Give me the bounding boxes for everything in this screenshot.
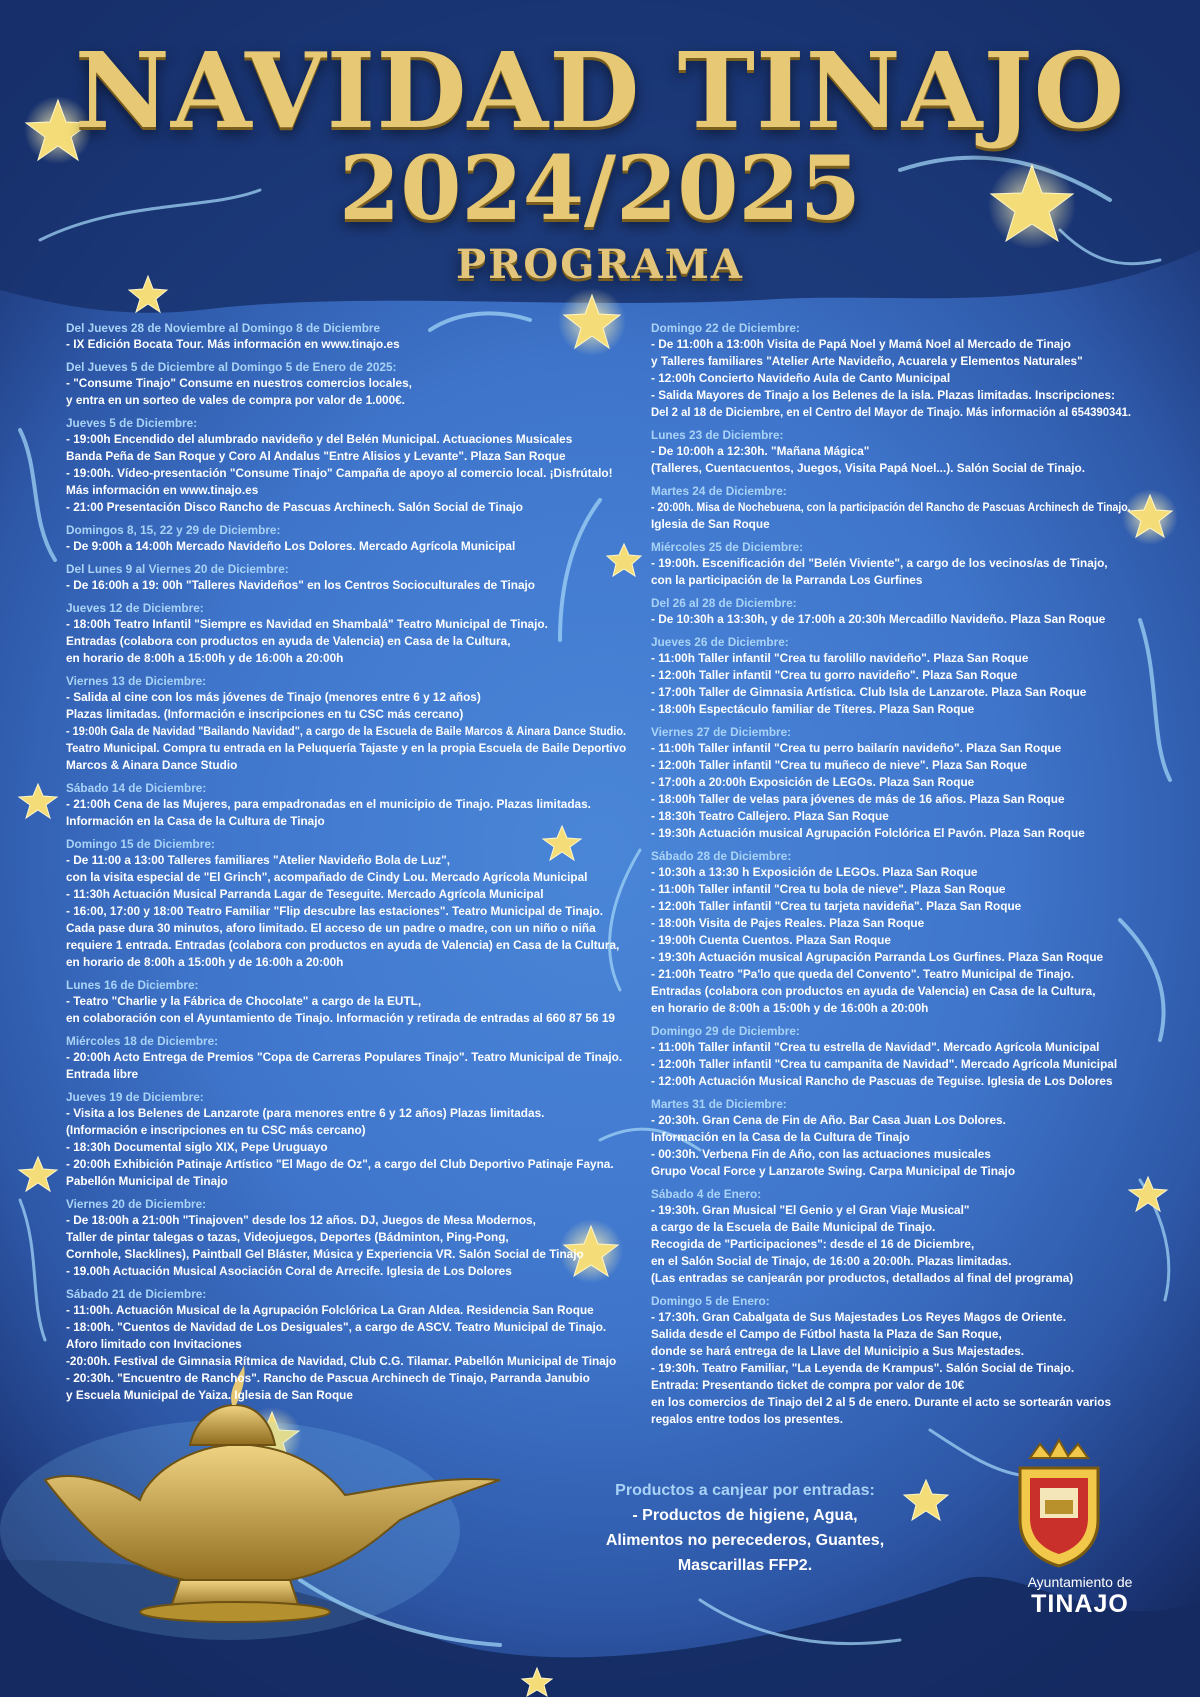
event-line: y Talleres familiares "Atelier Arte Navideño, Acuarela y Elementos Naturales" bbox=[651, 354, 1083, 368]
event-line: - 19:00h. Escenificación del "Belén Viviente", a cargo de los vecinos/as de Tinajo, bbox=[651, 556, 1108, 570]
event-section bbox=[66, 673, 626, 774]
section-heading: Lunes 23 de Diciembre: bbox=[651, 428, 784, 442]
event-section bbox=[651, 320, 1131, 421]
event-section bbox=[66, 320, 626, 353]
event-section bbox=[66, 522, 626, 555]
event-line: con la participación de la Parranda Los Gurfines bbox=[651, 573, 923, 587]
event-line: Aforo limitado con Invitaciones bbox=[66, 1337, 242, 1351]
event-line: - Teatro "Charlie y la Fábrica de Chocolate" a cargo de la EUTL, bbox=[66, 994, 422, 1008]
event-section bbox=[66, 1286, 626, 1404]
event-line: Cornhole, Slacklines), Paintball Gel Bláster, Música y Experiencia VR. Salón Social de Tinajo bbox=[66, 1247, 584, 1261]
event-line: Grupo Vocal Force y Lanzarote Swing. Carpa Municipal de Tinajo bbox=[651, 1164, 1016, 1178]
event-section bbox=[66, 359, 626, 409]
section-heading: Viernes 27 de Diciembre: bbox=[651, 725, 792, 739]
event-line: - De 9:00h a 14:00h Mercado Navideño Los Dolores. Mercado Agrícola Municipal bbox=[66, 539, 516, 553]
event-line: - 12:00h Concierto Navideño Aula de Canto Municipal bbox=[651, 371, 951, 385]
event-section bbox=[651, 634, 1131, 718]
products-line: Mascarillas FFP2. bbox=[677, 1557, 813, 1574]
star-icon bbox=[19, 1157, 57, 1191]
products-line: Alimentos no perecederos, Guantes, bbox=[605, 1532, 885, 1549]
event-line: en los comercios de Tinajo del 2 al 5 de enero. Durante el acto se sortearán varios bbox=[651, 1395, 1112, 1409]
event-line: - 20:30h. Gran Cena de Fin de Año. Bar Casa Juan Los Dolores. bbox=[651, 1113, 1006, 1127]
event-line: - 18:00h. "Cuentos de Navidad de Los Desiguales", a cargo de ASCV. Teatro Municipal de Tinajo. bbox=[66, 1320, 607, 1334]
event-section bbox=[651, 595, 1131, 628]
event-line: Cada pase dura 30 minutos, aforo limitado. El acceso de un padre o madre, con un niño o niña bbox=[66, 921, 596, 935]
event-section bbox=[651, 483, 1131, 533]
event-line: - 18:30h Teatro Callejero. Plaza San Roque bbox=[651, 809, 889, 823]
event-line: Marcos & Ainara Dance Studio bbox=[66, 758, 238, 772]
event-line: en horario de 8:00h a 15:00h y de 16:00h a 20:00h bbox=[66, 955, 344, 969]
event-line: Banda Peña de San Roque y Coro Al Andalus "Entre Alisios y Levante". Plaza San Roque bbox=[66, 449, 566, 463]
section-heading: Jueves 12 de Diciembre: bbox=[66, 601, 204, 615]
section-heading: Miércoles 25 de Diciembre: bbox=[651, 540, 804, 554]
event-line: - De 10:30h a 13:30h, y de 17:00h a 20:30h Mercadillo Navideño. Plaza San Roque bbox=[651, 612, 1106, 626]
event-line: en el Salón Social de Tinajo, de 16:00 a 20:00h. Plazas limitadas. bbox=[651, 1254, 1012, 1268]
section-heading: Domingo 15 de Diciembre: bbox=[66, 837, 215, 851]
event-line: Salida desde el Campo de Fútbol hasta la Plaza de San Roque, bbox=[651, 1327, 1002, 1341]
event-line: - Salida Mayores de Tinajo a los Belenes de la isla. Plazas limitadas. Inscripciones: bbox=[651, 388, 1115, 402]
event-line: Más información en www.tinajo.es bbox=[66, 483, 259, 497]
event-line: - 18:00h Teatro Infantil "Siempre es Navidad en Shambalá" Teatro Municipal de Tinajo. bbox=[66, 617, 548, 631]
event-line: - 11:00h Taller infantil "Crea tu estrella de Navidad". Mercado Agrícola Municipal bbox=[651, 1040, 1100, 1054]
event-line: - 11:00h Taller infantil "Crea tu bola de nieve". Plaza San Roque bbox=[651, 882, 1006, 896]
event-line: - 20:00h Exhibición Patinaje Artístico "El Mago de Oz", a cargo del Club Deportivo Patinaje Fayna. bbox=[66, 1157, 614, 1171]
section-heading: Martes 31 de Diciembre: bbox=[651, 1097, 787, 1111]
event-section bbox=[66, 1196, 626, 1280]
event-section bbox=[651, 1096, 1131, 1180]
event-line: - 11:00h Taller infantil "Crea tu perro bailarín navideño". Plaza San Roque bbox=[651, 741, 1062, 755]
event-line: - 19:30h Actuación musical Agrupación Parranda Los Gurfines. Plaza San Roque bbox=[651, 950, 1104, 964]
event-line: - 19:00h. Vídeo-presentación "Consume Tinajo" Campaña de apoyo al comercio local. ¡Disfrútalo! bbox=[66, 466, 613, 480]
event-line: - 19:00h Gala de Navidad "Bailando Navidad", a cargo de la Escuela de Baile Marcos & Ainara Dance Studio. bbox=[66, 724, 627, 738]
event-line: - 18:00h Visita de Pajes Reales. Plaza San Roque bbox=[651, 916, 925, 930]
event-line: Entradas (colabora con productos en ayuda de Valencia) en Casa de la Cultura, bbox=[651, 984, 1096, 998]
event-line: y Escuela Municipal de Yaiza. Iglesia de San Roque bbox=[66, 1388, 353, 1402]
event-line: - 12:00h Taller infantil "Crea tu gorro navideño". Plaza San Roque bbox=[651, 668, 1018, 682]
event-line: - 21:00h Teatro "Pa'lo que queda del Convento". Teatro Municipal de Tinajo. bbox=[651, 967, 1075, 981]
event-line: - 12:00h Taller infantil "Crea tu tarjeta navideña". Plaza San Roque bbox=[651, 899, 1022, 913]
section-heading: Jueves 19 de Diciembre: bbox=[66, 1090, 204, 1104]
event-line: Teatro Municipal. Compra tu entrada en la Peluquería Tajaste y en la propia Escuela de Baile Deportivo bbox=[66, 741, 627, 755]
event-line: -20:00h. Festival de Gimnasia Rítmica de Navidad, Club C.G. Tilamar. Pabellón Municipal de Tinajo bbox=[66, 1354, 617, 1368]
event-line: - 20:00h. Misa de Nochebuena, con la participación del Rancho de Pascuas Archinech de Tinajo. bbox=[651, 500, 1131, 514]
event-line: - 19:30h Actuación musical Agrupación Folclórica El Pavón. Plaza San Roque bbox=[651, 826, 1085, 840]
event-line: Entrada: Presentando ticket de compra por valor de 10€ bbox=[651, 1378, 965, 1392]
event-line: - 17:00h Taller de Gimnasia Artística. Club Isla de Lanzarote. Plaza San Roque bbox=[651, 685, 1087, 699]
event-line: - 19.00h Actuación Musical Asociación Coral de Arrecife. Iglesia de Los Dolores bbox=[66, 1264, 512, 1278]
event-line: - 17:30h. Gran Cabalgata de Sus Majestades Los Reyes Magos de Oriente. bbox=[651, 1310, 1066, 1324]
event-section bbox=[66, 1089, 626, 1190]
section-heading: Sábado 21 de Diciembre: bbox=[66, 1287, 207, 1301]
event-line: y entra en un sorteo de vales de compra por valor de 1.000€. bbox=[66, 393, 405, 407]
event-line: en horario de 8:00h a 15:00h y de 16:00h a 20:00h bbox=[651, 1001, 929, 1015]
section-heading: Martes 24 de Diciembre: bbox=[651, 484, 787, 498]
event-line: Iglesia de San Roque bbox=[651, 517, 770, 531]
event-line: - "Consume Tinajo" Consume en nuestros comercios locales, bbox=[66, 376, 412, 390]
event-section bbox=[651, 539, 1131, 589]
event-line: regalos entre todos los presentes. bbox=[651, 1412, 844, 1426]
section-heading: Jueves 5 de Diciembre: bbox=[66, 416, 198, 430]
event-line: - De 11:00h a 13:00h Visita de Papá Noel y Mamá Noel al Mercado de Tinajo bbox=[651, 337, 1071, 351]
event-section bbox=[66, 1033, 626, 1083]
section-heading: Domingo 22 de Diciembre: bbox=[651, 321, 800, 335]
event-section bbox=[66, 977, 626, 1027]
star-icon bbox=[19, 784, 57, 818]
event-line: - 11:30h Actuación Musical Parranda Lagar de Teseguite. Mercado Agrícola Municipal bbox=[66, 887, 544, 901]
logo-line1: Ayuntamiento de bbox=[1027, 1574, 1133, 1590]
event-line: - 19:00h Cuenta Cuentos. Plaza San Roque bbox=[651, 933, 891, 947]
event-section bbox=[651, 1023, 1131, 1090]
event-line: - 18:00h Taller de velas para jóvenes de más de 16 años. Plaza San Roque bbox=[651, 792, 1065, 806]
event-section bbox=[66, 836, 626, 971]
event-line: (Las entradas se canjearán por productos, detallados al final del programa) bbox=[651, 1271, 1074, 1285]
section-heading: Domingo 29 de Diciembre: bbox=[651, 1024, 800, 1038]
event-line: Información en la Casa de la Cultura de Tinajo bbox=[66, 814, 325, 828]
subtitle: PROGRAMA bbox=[456, 241, 744, 288]
event-section bbox=[651, 848, 1131, 1017]
event-line: - 10:30h a 13:30 h Exposición de LEGOs. Plaza San Roque bbox=[651, 865, 978, 879]
event-line: - 12:00h Taller infantil "Crea tu muñeco de nieve". Plaza San Roque bbox=[651, 758, 1028, 772]
event-line: - 00:30h. Verbena Fin de Año, con las actuaciones musicales bbox=[651, 1147, 991, 1161]
section-heading: Jueves 26 de Diciembre: bbox=[651, 635, 789, 649]
event-line: - 11:00h. Actuación Musical de la Agrupación Folclórica La Gran Aldea. Residencia San Roque bbox=[66, 1303, 594, 1317]
event-section bbox=[66, 780, 626, 830]
event-line: - De 10:00h a 12:30h. "Mañana Mágica" bbox=[651, 444, 870, 458]
event-line: - 12:00h Actuación Musical Rancho de Pascuas de Teguise. Iglesia de Los Dolores bbox=[651, 1074, 1113, 1088]
event-section bbox=[66, 415, 626, 516]
event-section bbox=[651, 1186, 1131, 1287]
products-heading: Productos a canjear por entradas: bbox=[615, 1482, 875, 1499]
event-line: - 20:00h Acto Entrega de Premios "Copa de Carreras Populares Tinajo". Teatro Municipal de Tinajo. bbox=[66, 1050, 623, 1064]
event-section bbox=[651, 1293, 1131, 1428]
event-line: - 12:00h Taller infantil "Crea tu campanita de Navidad". Mercado Agrícola Municipal bbox=[651, 1057, 1118, 1071]
event-line: - 19:00h Encendido del alumbrado navideño y del Belén Municipal. Actuaciones Musicales bbox=[66, 432, 573, 446]
section-heading: Del Jueves 5 de Diciembre al Domingo 5 de Enero de 2025: bbox=[66, 360, 397, 374]
event-line: Entrada libre bbox=[66, 1067, 139, 1081]
event-line: - 18:30h Documental siglo XIX, Pepe Uruguayo bbox=[66, 1140, 328, 1154]
event-line: Del 2 al 18 de Diciembre, en el Centro del Mayor de Tinajo. Más información al 654390341. bbox=[651, 405, 1132, 419]
event-section bbox=[651, 427, 1131, 477]
star-icon bbox=[1129, 1177, 1167, 1211]
section-heading: Sábado 4 de Enero: bbox=[651, 1187, 762, 1201]
event-line: - 21:00 Presentación Disco Rancho de Pascuas Archinech. Salón Social de Tinajo bbox=[66, 500, 523, 514]
section-heading: Sábado 28 de Diciembre: bbox=[651, 849, 792, 863]
event-line: - 18:00h Espectáculo familiar de Títeres. Plaza San Roque bbox=[651, 702, 975, 716]
section-heading: Domingo 5 de Enero: bbox=[651, 1294, 770, 1308]
products-box bbox=[520, 1478, 970, 1578]
section-heading: Del 26 al 28 de Diciembre: bbox=[651, 596, 797, 610]
title-line2: 2024/2025 bbox=[339, 136, 861, 240]
event-line: con la visita especial de "El Grinch", acompañado de Cindy Lou. Mercado Agrícola Municipal bbox=[66, 870, 588, 884]
section-heading: Miércoles 18 de Diciembre: bbox=[66, 1034, 219, 1048]
section-heading: Del Lunes 9 al Viernes 20 de Diciembre: bbox=[66, 562, 289, 576]
event-line: - 17:00h a 20:00h Exposición de LEGOs. Plaza San Roque bbox=[651, 775, 975, 789]
section-heading: Viernes 20 de Diciembre: bbox=[66, 1197, 207, 1211]
products-line: - Productos de higiene, Agua, bbox=[632, 1507, 858, 1524]
event-section bbox=[66, 600, 626, 667]
event-line: - 19:30h. Gran Musical "El Genio y el Gran Viaje Musical" bbox=[651, 1203, 970, 1217]
section-heading: Domingos 8, 15, 22 y 29 de Diciembre: bbox=[66, 523, 281, 537]
event-line: - 16:00, 17:00 y 18:00 Teatro Familiar "Flip descubre las estaciones". Teatro Municipal de Tinajo. bbox=[66, 904, 603, 918]
event-line: Recogida de "Participaciones": desde el 16 de Diciembre, bbox=[651, 1237, 975, 1251]
event-line: - 21:00h Cena de las Mujeres, para empadronadas en el municipio de Tinajo. Plazas limitadas. bbox=[66, 797, 591, 811]
title-line1: NAVIDAD TINAJO bbox=[74, 29, 1126, 152]
event-line: donde se hará entrega de la Llave del Municipio a Sus Majestades. bbox=[651, 1344, 1025, 1358]
event-line: - De 16:00h a 19: 00h "Talleres Navideños" en los Centros Socioculturales de Tinajo bbox=[66, 578, 536, 592]
event-line: Información en la Casa de la Cultura de Tinajo bbox=[651, 1130, 910, 1144]
right-column bbox=[651, 320, 1131, 1434]
event-line: requiere 1 entrada. Entradas (colabora con productos en ayuda de Valencia) en Casa de la Cultura, bbox=[66, 938, 620, 952]
section-heading: Viernes 13 de Diciembre: bbox=[66, 674, 207, 688]
event-line: - 11:00h Taller infantil "Crea tu farolillo navideño". Plaza San Roque bbox=[651, 651, 1029, 665]
event-line: Plazas limitadas. (Información e inscripciones en tu CSC más cercano) bbox=[66, 707, 464, 721]
event-line: - Visita a los Belenes de Lanzarote (para menores entre 6 y 12 años) Plazas limitadas. bbox=[66, 1106, 545, 1120]
event-line: - 20:30h. "Encuentro de Ranchos". Rancho de Pascua Archinech de Tinajo, Parranda Janubio bbox=[66, 1371, 590, 1385]
section-heading: Lunes 16 de Diciembre: bbox=[66, 978, 199, 992]
event-line: - De 18:00h a 21:00h "Tinajoven" desde los 12 años. DJ, Juegos de Mesa Modernos, bbox=[66, 1213, 536, 1227]
event-line: (Información e inscripciones en tu CSC más cercano) bbox=[66, 1123, 366, 1137]
event-line: - IX Edición Bocata Tour. Más información en www.tinajo.es bbox=[66, 337, 400, 351]
event-line: (Talleres, Cuentacuentos, Juegos, Visita Papá Noel...). Salón Social de Tinajo. bbox=[651, 461, 1085, 475]
event-section bbox=[651, 724, 1131, 842]
section-heading: Sábado 14 de Diciembre: bbox=[66, 781, 207, 795]
event-line: - Salida al cine con los más jóvenes de Tinajo (menores entre 6 y 12 años) bbox=[66, 690, 481, 704]
event-section bbox=[66, 561, 626, 594]
event-line: Taller de pintar talegas o tazas, Videojuegos, Deportes (Bádminton, Ping-Pong, bbox=[66, 1230, 509, 1244]
event-line: en horario de 8:00h a 15:00h y de 16:00h a 20:00h bbox=[66, 651, 344, 665]
event-line: - 19:30h. Teatro Familiar, "La Leyenda de Krampus". Salón Social de Tinajo. bbox=[651, 1361, 1075, 1375]
event-line: - De 11:00 a 13:00 Talleres familiares "Atelier Navideño Bola de Luz", bbox=[66, 853, 451, 867]
left-column bbox=[66, 320, 626, 1410]
event-line: Entradas (colabora con productos en ayuda de Valencia) en Casa de la Cultura, bbox=[66, 634, 511, 648]
logo-line2: TINAJO bbox=[1031, 1590, 1129, 1618]
event-line: Pabellón Municipal de Tinajo bbox=[66, 1174, 228, 1188]
event-line: a cargo de la Escuela de Baile Municipal de Tinajo. bbox=[651, 1220, 936, 1234]
section-heading: Del Jueves 28 de Noviembre al Domingo 8 de Diciembre bbox=[66, 321, 381, 335]
municipality-logo bbox=[1005, 1460, 1155, 1618]
event-line: en colaboración con el Ayuntamiento de Tinajo. Información y retirada de entradas al 660 87 56 19 bbox=[66, 1011, 615, 1025]
